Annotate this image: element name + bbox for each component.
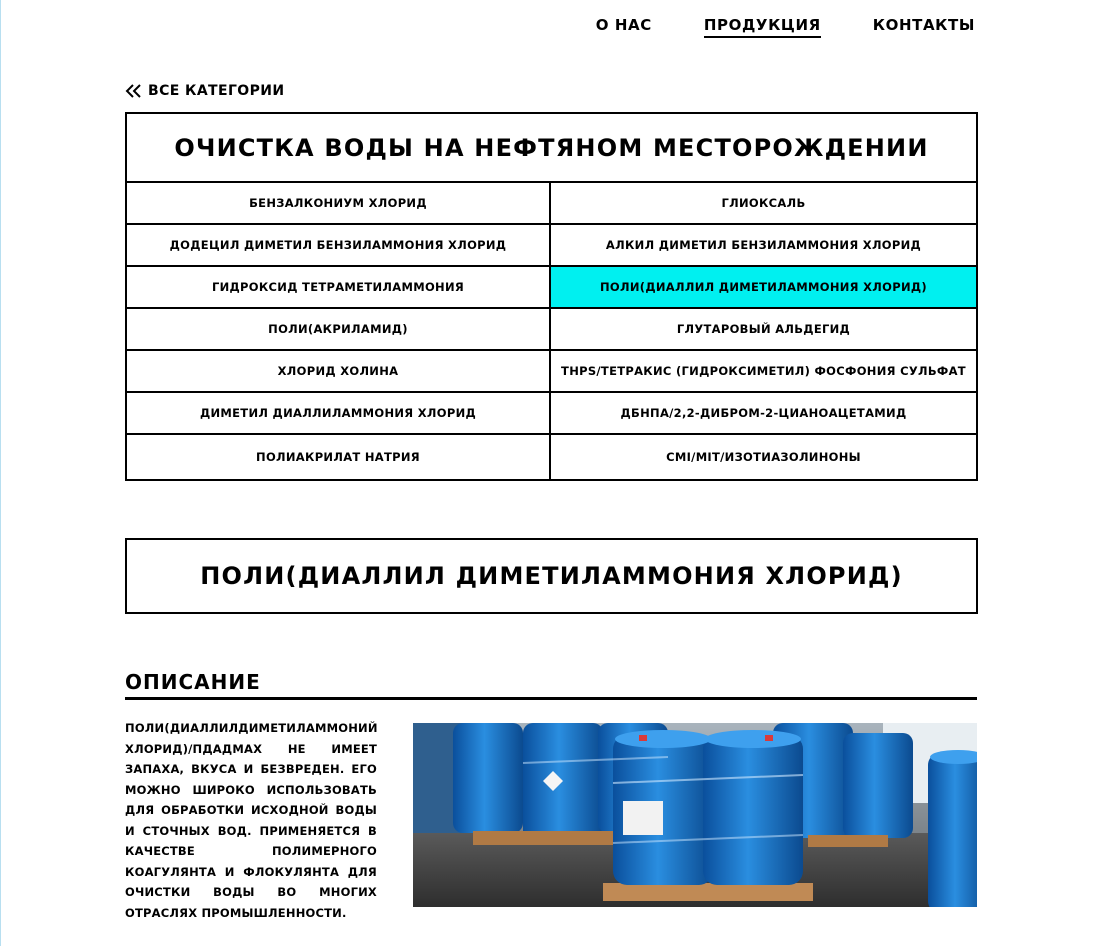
description-heading: ОПИСАНИЕ: [125, 670, 977, 700]
category-item[interactable]: ПОЛИ(АКРИЛАМИД): [127, 309, 551, 351]
category-table: [125, 112, 978, 481]
category-item[interactable]: ХЛОРИД ХОЛИНА: [127, 351, 551, 393]
double-chevron-left-icon: [125, 84, 142, 98]
top-nav: [596, 16, 975, 38]
category-item[interactable]: ДБНПА/2,2-ДИБРОМ-2-ЦИАНОАЦЕТАМИД: [551, 393, 976, 435]
back-to-categories-link[interactable]: [125, 83, 285, 99]
category-item[interactable]: ГИДРОКСИД ТЕТРАМЕТИЛАММОНИЯ: [127, 267, 551, 309]
nav-products[interactable]: ПРОДУКЦИЯ: [704, 16, 821, 38]
product-photo: [413, 723, 977, 907]
category-item-active[interactable]: ПОЛИ(ДИАЛЛИЛ ДИМЕТИЛАММОНИЯ ХЛОРИД): [551, 267, 976, 309]
category-item[interactable]: THPS/ТЕТРАКИС (ГИДРОКСИМЕТИЛ) ФОСФОНИЯ СУЛЬФАТ: [551, 351, 976, 393]
category-item[interactable]: ДИМЕТИЛ ДИАЛЛИЛАММОНИЯ ХЛОРИД: [127, 393, 551, 435]
category-item[interactable]: БЕНЗАЛКОНИУМ ХЛОРИД: [127, 183, 551, 225]
category-grid: [127, 183, 976, 479]
category-item[interactable]: ДОДЕЦИЛ ДИМЕТИЛ БЕНЗИЛАММОНИЯ ХЛОРИД: [127, 225, 551, 267]
category-item[interactable]: ГЛИОКСАЛЬ: [551, 183, 976, 225]
category-item[interactable]: АЛКИЛ ДИМЕТИЛ БЕНЗИЛАММОНИЯ ХЛОРИД: [551, 225, 976, 267]
category-item[interactable]: ГЛУТАРОВЫЙ АЛЬДЕГИД: [551, 309, 976, 351]
product-title: ПОЛИ(ДИАЛЛИЛ ДИМЕТИЛАММОНИЯ ХЛОРИД): [125, 538, 978, 614]
category-title: ОЧИСТКА ВОДЫ НА НЕФТЯНОМ МЕСТОРОЖДЕНИИ: [127, 114, 976, 183]
nav-contacts[interactable]: КОНТАКТЫ: [872, 16, 975, 34]
nav-about[interactable]: О НАС: [595, 16, 652, 34]
category-item[interactable]: ПОЛИАКРИЛАТ НАТРИЯ: [127, 435, 551, 479]
description-text: ПОЛИ(ДИАЛЛИЛДИМЕТИЛАММОНИЙ ХЛОРИД)/ПДАДМАХ НЕ ИМЕЕТ ЗАПАХА, ВКУСА И БЕЗВРЕДЕН. ЕГО МОЖНО ШИРОКО ИСПОЛЬЗОВАТЬ ДЛЯ ОБРАБОТКИ ИСХОДНОЙ ВОДЫ И СТОЧНЫХ ВОД. ПРИМЕНЯЕТСЯ В КАЧЕСТВЕ ПОЛИМЕРНОГО КОАГУЛЯНТА И ФЛОКУЛЯНТА ДЛЯ ОЧИСТКИ ВОДЫ ВО МНОГИХ ОТРАСЛЯХ ПРОМЫШЛЕННОСТИ.: [125, 721, 378, 920]
back-link-label: ВСЕ КАТЕГОРИИ: [148, 83, 285, 99]
category-item[interactable]: CMI/MIT/ИЗОТИАЗОЛИНОНЫ: [666, 450, 861, 464]
